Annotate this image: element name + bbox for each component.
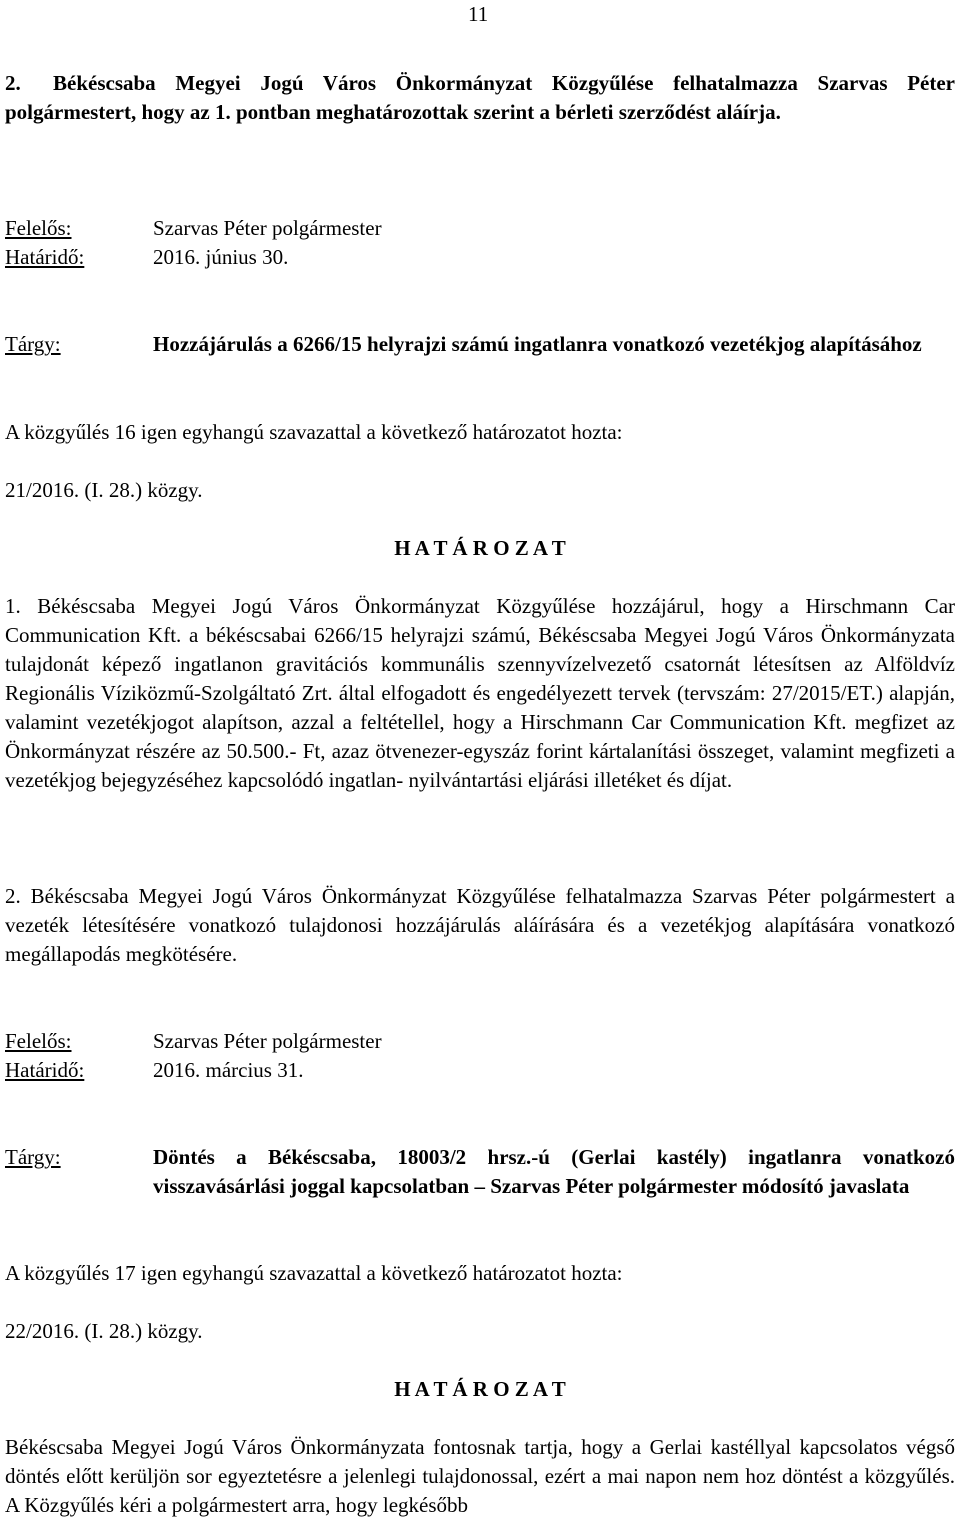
vote-statement-2: A közgyűlés 17 igen egyhangú szavazattal a következő határozatot hozta:	[5, 1261, 623, 1285]
hatarido-value: 2016. március 31.	[153, 1058, 304, 1082]
subject-label-2: Tárgy:	[5, 1145, 61, 1169]
resolution-id-1: 21/2016. (I. 28.) közgy.	[5, 478, 203, 502]
hatarozat-heading-2: H A T Á R O Z A T	[394, 1377, 566, 1401]
subject-text-1: Hozzájárulás a 6266/15 helyrajzi számú ingatlanra vonatkozó vezetékjog alapításához	[153, 332, 922, 356]
resolution-1-item-2	[5, 882, 955, 969]
item-number: 1.	[5, 594, 21, 618]
felelos-label: Felelős:	[5, 1029, 72, 1053]
hatarido-label: Határidő:	[5, 245, 85, 269]
item-text: Békéscsaba Megyei Jogú Város Önkormányzat Közgyűlése felhatalmazza Szarvas Péter polgármestert, hogy az 1. pontban meghatározottak szerint a bérleti szerződést aláírja.	[5, 71, 955, 124]
felelos-value: Szarvas Péter polgármester	[153, 216, 382, 240]
item-number: 2.	[5, 884, 21, 908]
hatarido-value: 2016. június 30.	[153, 245, 289, 269]
deadline-row-2	[5, 1056, 955, 1085]
page-number: 11	[468, 2, 489, 26]
hatarido-label: Határidő:	[5, 1058, 85, 1082]
subject-label-1: Tárgy:	[5, 332, 61, 356]
top-resolution-item	[5, 69, 955, 127]
vote-statement-1: A közgyűlés 16 igen egyhangú szavazattal a következő határozatot hozta:	[5, 420, 623, 444]
item-number: 2.	[5, 71, 21, 95]
hatarozat-heading-1: H A T Á R O Z A T	[394, 536, 566, 560]
item-text: Békéscsaba Megyei Jogú Város Önkormányzat Közgyűlése felhatalmazza Szarvas Péter polgármestert a vezeték létesítésére vonatkozó tulajdonosi hozzájárulás aláírására és a vezetékjog alapítására vonatkozó megállapodás megkötésére.	[5, 884, 955, 966]
item-text: Békéscsaba Megyei Jogú Város Önkormányzat Közgyűlése hozzájárul, hogy a Hirschmann Car Communication Kft. a békéscsabai 6266/15 helyrajzi számú, Békéscsaba Megyei Jogú Város Önkormányzata tulajdonát képező ingatlanon gravitációs kommunális szennyvízelvezető csatornát létesítsen az Alföldvíz Regionális Víziközmű-Szolgáltató Zrt. által elfogadott és engedélyezett tervek (tervszám: 27/2015/ET.) alapján, valamint vezetékjogot alapítson, azzal a feltétellel, hogy a Hirschmann Car Communication Kft. megfizet az Önkormányzat részére az 50.500.- Ft, azaz ötvenezer-egyszáz forint kártalanítási összeget, valamint megfizeti a vezetékjog bejegyzéséhez kapcsolódó ingatlan- nyilvántartási eljárási illetéket és díjat.	[5, 594, 956, 792]
subject-text-2: Döntés a Békéscsaba, 18003/2 hrsz.-ú (Gerlai kastély) ingatlanra vonatkozó visszavásárlási joggal kapcsolatban – Szarvas Péter polgármester módosító javaslata	[153, 1145, 955, 1198]
felelos-label: Felelős:	[5, 216, 72, 240]
felelos-value: Szarvas Péter polgármester	[153, 1029, 382, 1053]
resolution-2-text: Békéscsaba Megyei Jogú Város Önkormányzata fontosnak tartja, hogy a Gerlai kastéllyal kapcsolatos végső döntés előtt kerüljön sor egyeztetésre a jelenlegi tulajdonossal, ezért a mai napon nem hoz döntést a közgyűlés. A Közgyűlés kéri a polgármestert arra, hogy legkésőbb	[5, 1435, 955, 1517]
responsible-row-2	[5, 1027, 955, 1056]
resolution-id-2: 22/2016. (I. 28.) közgy.	[5, 1319, 203, 1343]
responsible-row-1	[5, 214, 955, 243]
resolution-1-item-1	[5, 592, 955, 795]
deadline-row-1	[5, 243, 955, 272]
